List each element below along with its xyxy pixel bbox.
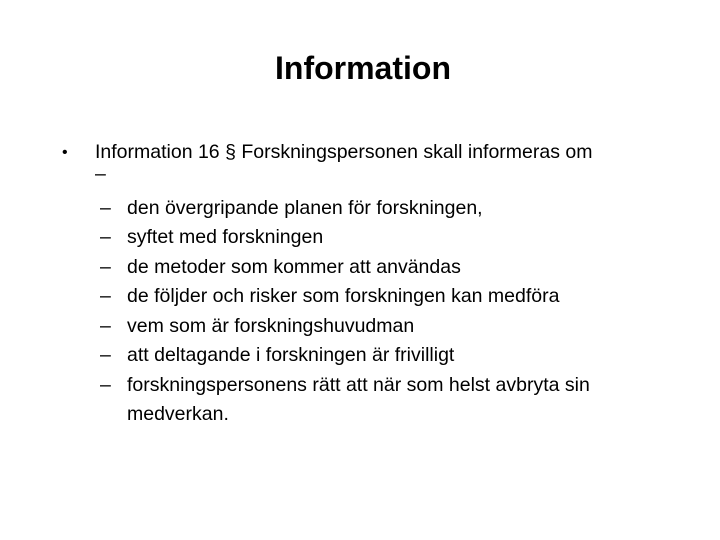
sub-item-dash: – (100, 344, 111, 366)
sub-item (58, 253, 678, 283)
sub-item (58, 312, 678, 342)
slide-body (58, 138, 678, 430)
sub-item-dash: – (100, 373, 111, 396)
sub-item-text: de metoder som kommer att användas (127, 255, 461, 278)
sub-item (58, 341, 678, 371)
sub-item (58, 223, 678, 253)
bullet-marker: • (62, 144, 68, 161)
sub-item-text: den övergripande planen för forskningen, (127, 196, 483, 219)
sub-item-text: att deltagande i forskningen är frivilligt (127, 344, 455, 366)
sub-item-text: de följder och risker som forskningen kan medföra (127, 285, 560, 307)
sub-item-dash: – (100, 196, 111, 219)
sub-item (58, 371, 678, 430)
sub-item (58, 282, 678, 312)
sub-item-dash: – (100, 314, 111, 337)
continuation-line (95, 162, 678, 194)
sub-item-dash: – (100, 285, 111, 307)
sub-item-dash: – (100, 255, 111, 278)
sub-item (58, 194, 678, 224)
bullet-text: Information 16 § Forskningspersonen skall informeras om (95, 141, 593, 163)
continuation-dash: – (95, 162, 106, 185)
slide-title: Information (275, 50, 451, 86)
sub-item-text: vem som är forskningshuvudman (127, 314, 415, 337)
sub-item-text: forskningspersonens rätt att när som helst avbryta sin medverkan. (127, 373, 590, 425)
bullet-item (58, 138, 678, 168)
sub-item-text: syftet med forskningen (127, 226, 324, 248)
sub-item-dash: – (100, 226, 111, 248)
